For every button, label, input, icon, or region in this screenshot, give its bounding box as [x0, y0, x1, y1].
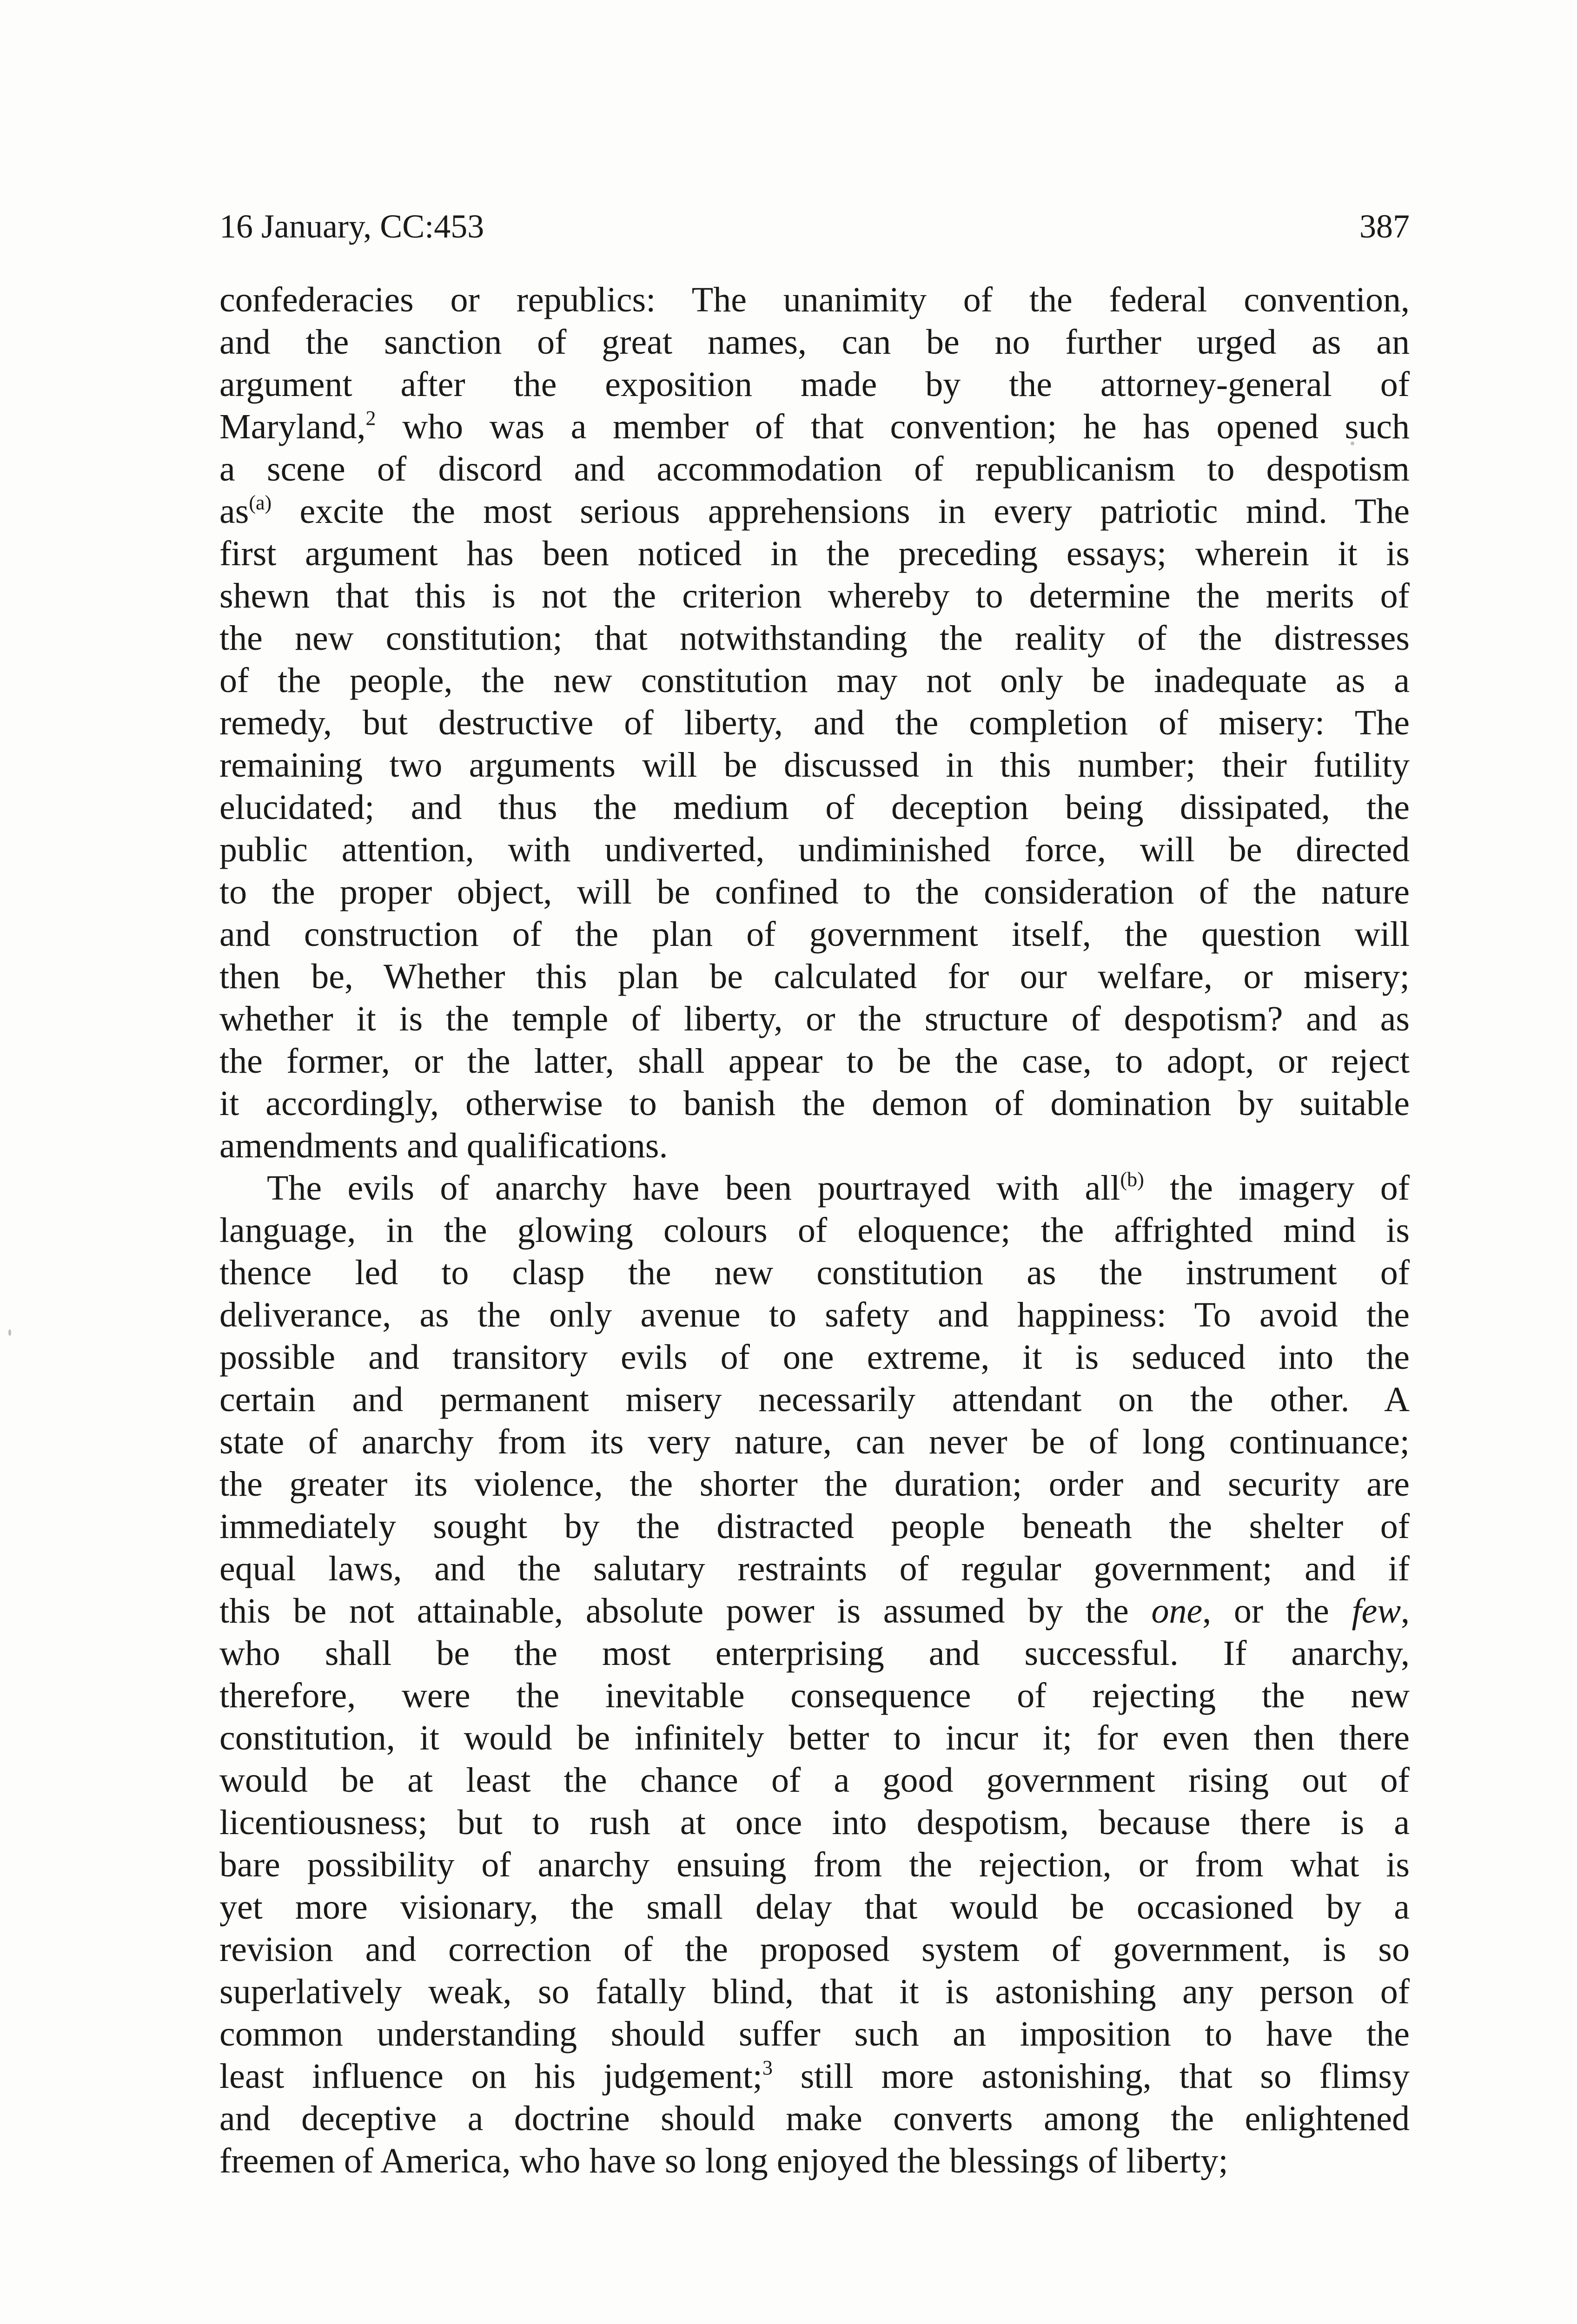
text-run: Maryland, [219, 407, 366, 446]
running-head-date-reference: 16 January, CC:453 [219, 208, 484, 245]
text-run: The evils of anarchy have been pourtrayed with all [267, 1169, 1120, 1208]
text-line: the new constitution; that notwithstanding the reality of the distresses [219, 619, 1410, 658]
footnote-marker: (a) [249, 491, 272, 515]
footnote-marker: 3 [762, 2056, 773, 2080]
text-line [219, 406, 1410, 448]
paragraph-2 [219, 1167, 1410, 2182]
text-line: who shall be the most enterprising and successful. If anarchy, [219, 1634, 1410, 1673]
text-line: common understanding should suffer such an imposition to have the [219, 2014, 1410, 2053]
text-run: , [1401, 1591, 1410, 1631]
paragraph-1 [219, 279, 1410, 1167]
text-line: equal laws, and the salutary restraints of regular government; and if [219, 1549, 1410, 1588]
text-line: to the proper object, will be confined to the consideration of the nature [219, 872, 1410, 911]
text-line: elucidated; and thus the medium of deception being dissipated, the [219, 788, 1410, 827]
text-line: and construction of the plan of government itself, the question will [219, 915, 1410, 954]
footnote-marker: (b) [1120, 1168, 1144, 1191]
text-line: of the people, the new constitution may not only be inadequate as a [219, 661, 1410, 700]
text-line: first argument has been noticed in the preceding essays; wherein it is [219, 534, 1410, 573]
text-line: public attention, with undiverted, undiminished force, will be directed [219, 830, 1410, 869]
text-run: , or the [1202, 1591, 1352, 1631]
footnote-marker: 2 [365, 407, 376, 430]
text-line: language, in the glowing colours of eloquence; the affrighted mind is [219, 1211, 1410, 1250]
text-line: freemen of America, who have so long enjoyed the blessings of liberty; [219, 2141, 1228, 2180]
scan-speck [8, 1329, 11, 1336]
text-line: remedy, but destructive of liberty, and the completion of misery: The [219, 703, 1410, 742]
text-line: would be at least the chance of a good government rising out of [219, 1761, 1410, 1800]
running-head [219, 201, 1410, 252]
text-line: certain and permanent misery necessarily attendant on the other. A [219, 1380, 1410, 1419]
page-number: 387 [1359, 208, 1410, 245]
text-run: still more astonishing, that so flimsy [772, 2057, 1410, 2096]
text-line: possible and transitory evils of one extreme, it is seduced into the [219, 1338, 1410, 1377]
text-run: the imagery of [1144, 1169, 1410, 1208]
text-line: state of anarchy from its very nature, can never be of long continuance; [219, 1422, 1410, 1461]
body-text [219, 279, 1410, 2182]
text-run: excite the most serious apprehensions in every patriotic mind. The [272, 492, 1410, 531]
text-line: shewn that this is not the criterion whereby to determine the merits of [219, 576, 1410, 615]
text-line: whether it is the temple of liberty, or the structure of despotism? and as [219, 999, 1410, 1038]
text-line: and deceptive a doctrine should make converts among the enlightened [219, 2099, 1410, 2138]
text-line [219, 1590, 1410, 1632]
text-line: the greater its violence, the shorter the duration; order and security are [219, 1465, 1410, 1504]
text-line [219, 1167, 1410, 1209]
text-line: licentiousness; but to rush at once into despotism, because there is a [219, 1803, 1410, 1842]
text-line: revision and correction of the proposed system of government, is so [219, 1930, 1410, 1969]
text-line: constitution, it would be infinitely better to incur it; for even then there [219, 1718, 1410, 1757]
text-line: then be, Whether this plan be calculated for our welfare, or misery; [219, 957, 1410, 996]
text-line: superlatively weak, so fatally blind, that it is astonishing any person of [219, 1972, 1410, 2011]
text-run: who was a member of that convention; he has opened such [376, 407, 1410, 446]
text-line: confederacies or republics: The unanimity of the federal convention, [219, 280, 1410, 319]
text-line: thence led to clasp the new constitution as the instrument of [219, 1253, 1410, 1292]
text-line: yet more visionary, the small delay that would be occasioned by a [219, 1888, 1410, 1927]
text-line [219, 490, 1410, 533]
text-line: amendments and qualifications. [219, 1126, 668, 1165]
text-line: remaining two arguments will be discussed in this number; their futility [219, 746, 1410, 785]
text-line: a scene of discord and accommodation of republicanism to despotism [219, 449, 1410, 489]
text-line [219, 2055, 1410, 2098]
text-line: it accordingly, otherwise to banish the demon of domination by suitable [219, 1084, 1410, 1123]
text-line: bare possibility of anarchy ensuing from the rejection, or from what is [219, 1845, 1410, 1884]
text-run: as [219, 492, 249, 531]
italic-word: few [1352, 1591, 1401, 1631]
text-line: deliverance, as the only avenue to safety and happiness: To avoid the [219, 1295, 1410, 1334]
text-line: argument after the exposition made by the attorney-general of [219, 365, 1410, 404]
text-line: and the sanction of great names, can be no further urged as an [219, 323, 1410, 362]
text-run: least influence on his judgement; [219, 2057, 762, 2096]
italic-word: one [1151, 1591, 1203, 1631]
text-line: the former, or the latter, shall appear to be the case, to adopt, or reject [219, 1042, 1410, 1081]
text-line: immediately sought by the distracted people beneath the shelter of [219, 1507, 1410, 1546]
text-run: this be not attainable, absolute power is assumed by the [219, 1591, 1152, 1631]
text-line: therefore, were the inevitable consequence of rejecting the new [219, 1676, 1410, 1715]
